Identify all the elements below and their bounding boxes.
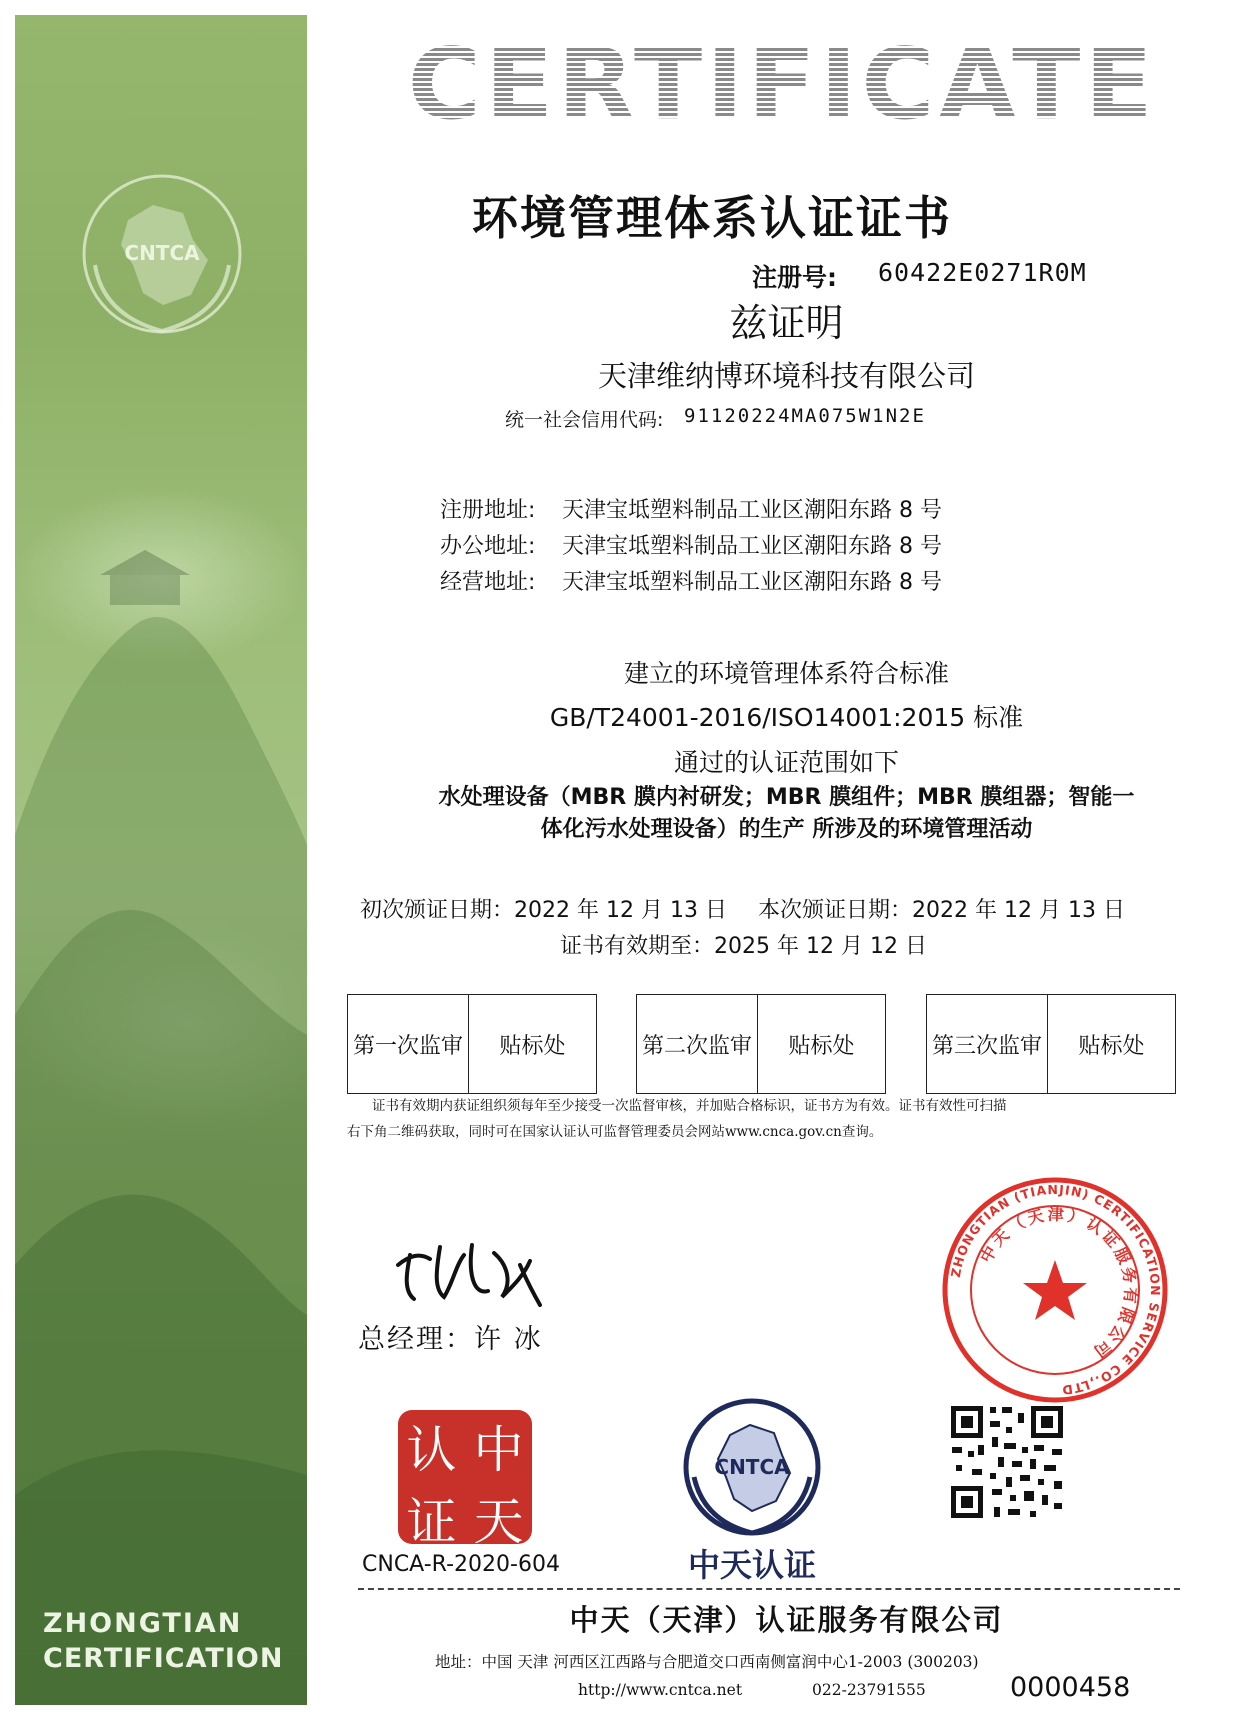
decorative-sidebar [15, 15, 307, 1705]
sticker-slot: 贴标处 [1078, 1033, 1145, 1059]
current-issue-date: 本次颁证日期：2022 年 12 月 13 日 [758, 898, 1125, 923]
established-line: 建立的环境管理体系符合标准 [623, 659, 949, 688]
general-manager: 总经理：许 冰 [358, 1324, 543, 1355]
address-value: 天津宝坻塑料制品工业区潮阳东路 8 号 [562, 497, 942, 523]
surveillance-label: 第三次监审 [927, 995, 1048, 1093]
sticker-slot: 贴标处 [499, 1033, 566, 1059]
certificate-title-cn: 环境管理体系认证证书 [472, 191, 952, 245]
watermark-logo-text: CNTCA [124, 241, 200, 265]
issuer-address: 地址：中国 天津 河西区江西路与合肥道交口西南侧富润中心1-2003 (300203) [435, 1653, 979, 1671]
cntca-logo-text: CNTCA [714, 1455, 790, 1479]
address-row [440, 562, 942, 598]
issuer-phone: 022-23791555 [812, 1681, 926, 1699]
scope-line-1: 水处理设备（MBR 膜内衬研发；MBR 膜组件；MBR 膜组器；智能一 [438, 785, 1135, 810]
cnca-registration: CNCA-R-2020-604 [362, 1552, 560, 1577]
hereby-certify: 兹证明 [729, 301, 844, 345]
scope-heading: 通过的认证范围如下 [673, 748, 899, 777]
surveillance-box-1 [347, 994, 597, 1094]
surveillance-box-3 [926, 994, 1176, 1094]
seal-char: 中 [473, 1421, 524, 1479]
seal-char: 认 [406, 1421, 457, 1479]
surveillance-label: 第一次监审 [348, 995, 469, 1093]
address-list [440, 490, 942, 598]
cntca-logo [678, 1393, 826, 1541]
surveillance-label: 第二次监审 [637, 995, 758, 1093]
registration-label: 注册号: [752, 263, 837, 292]
issuer-company: 中天（天津）认证服务有限公司 [569, 1603, 1004, 1637]
standard-line: GB/T24001-2016/ISO14001:2015 标准 [549, 703, 1024, 732]
issuer-website: http://www.cntca.net [578, 1681, 743, 1699]
company-name: 天津维纳博环境科技有限公司 [597, 359, 975, 393]
qr-code-icon [948, 1403, 1066, 1521]
handwritten-signature [390, 1225, 560, 1315]
surveillance-box-2 [636, 994, 886, 1094]
company-stamp [940, 1175, 1170, 1405]
serial-number: 0000458 [1010, 1672, 1131, 1703]
registration-number: 60422E0271R0M [878, 258, 1087, 287]
validity-note-line-1: 证书有效期内获证组织须每年至少接受一次监督审核，并加贴合格标识，证书方为有效。证书有效性可扫描 [372, 1098, 1007, 1114]
address-value: 天津宝坻塑料制品工业区潮阳东路 8 号 [562, 569, 942, 595]
cntca-watermark-logo [73, 165, 251, 343]
address-row [440, 526, 942, 562]
address-label: 办公地址: [440, 533, 536, 559]
address-label: 注册地址: [440, 497, 536, 523]
seal-char: 证 [406, 1493, 457, 1551]
credit-code-label: 统一社会信用代码: [505, 409, 664, 431]
validity-note-line-2: 右下角二维码获取，同时可在国家认证认可监督管理委员会网站www.cnca.gov.cn查询。 [347, 1124, 883, 1140]
brand-line-2: CERTIFICATION [43, 1643, 284, 1674]
seal-char: 天 [473, 1493, 524, 1551]
credit-code: 91120224MA075W1N2E [684, 405, 926, 427]
sticker-slot: 贴标处 [788, 1033, 855, 1059]
stamp-inner-text: 中天（天津）认证服务有限公司 [976, 1204, 1141, 1363]
cntca-caption: 中天认证 [687, 1546, 816, 1584]
scope-line-2: 体化污水处理设备）的生产 所涉及的环境管理活动 [540, 817, 1033, 842]
address-label: 经营地址: [440, 569, 536, 595]
address-row [440, 490, 942, 526]
address-value: 天津宝坻塑料制品工业区潮阳东路 8 号 [562, 533, 942, 559]
valid-until-date: 证书有效期至：2025 年 12 月 12 日 [560, 934, 927, 959]
first-issue-date: 初次颁证日期：2022 年 12 月 13 日 [360, 898, 727, 923]
brand-line-1: ZHONGTIAN [43, 1608, 243, 1639]
star-icon [1023, 1260, 1087, 1320]
footer-divider [358, 1588, 1180, 1590]
zhongtian-seal-logo [398, 1410, 532, 1551]
stamp-outer-text: ZHONGTIAN (TIANJIN) CERTIFICATION SERVICE CO.,LTD [947, 1181, 1164, 1398]
certificate-title-en: CERTIFICATE [407, 28, 1157, 142]
